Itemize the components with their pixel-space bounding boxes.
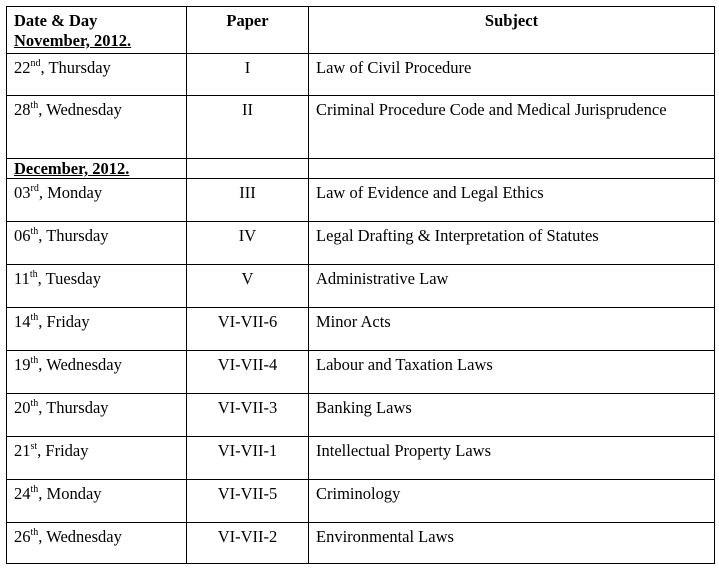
subject-cell: Banking Laws	[309, 394, 715, 437]
paper-cell: III	[187, 179, 309, 222]
paper-header: Paper	[187, 7, 309, 54]
month-label-november: November, 2012.	[14, 31, 132, 50]
date-cell: 11th, Tuesday	[7, 265, 187, 308]
date-cell: 03rd, Monday	[7, 179, 187, 222]
date-cell: 14th, Friday	[7, 308, 187, 351]
paper-cell: VI-VII-6	[187, 308, 309, 351]
subject-header: Subject	[309, 7, 715, 54]
paper-cell: V	[187, 265, 309, 308]
date-cell: 19th, Wednesday	[7, 351, 187, 394]
table-row	[7, 265, 715, 308]
header-row	[7, 7, 715, 54]
subject-cell: Environmental Laws	[309, 523, 715, 564]
date-cell: 26th, Wednesday	[7, 523, 187, 564]
paper-cell: I	[187, 54, 309, 96]
subject-cell: Law of Evidence and Legal Ethics	[309, 179, 715, 222]
date-cell: 20th, Thursday	[7, 394, 187, 437]
paper-cell: VI-VII-3	[187, 394, 309, 437]
exam-schedule-table	[6, 6, 715, 564]
empty-cell	[187, 159, 309, 179]
subject-cell: Legal Drafting & Interpretation of Statutes	[309, 222, 715, 265]
paper-cell: II	[187, 96, 309, 159]
paper-cell: IV	[187, 222, 309, 265]
table-row	[7, 523, 715, 564]
subject-cell: Intellectual Property Laws	[309, 437, 715, 480]
table-row	[7, 437, 715, 480]
table-row	[7, 179, 715, 222]
subject-cell: Law of Civil Procedure	[309, 54, 715, 96]
paper-cell: VI-VII-4	[187, 351, 309, 394]
table-row	[7, 351, 715, 394]
date-day-header	[7, 7, 187, 54]
subject-cell: Labour and Taxation Laws	[309, 351, 715, 394]
table-row	[7, 54, 715, 96]
date-cell: 24th, Monday	[7, 480, 187, 523]
date-cell: 28th, Wednesday	[7, 96, 187, 159]
subject-cell: Criminology	[309, 480, 715, 523]
month-row	[7, 159, 715, 179]
paper-cell: VI-VII-1	[187, 437, 309, 480]
table-row	[7, 394, 715, 437]
month-label-december: December, 2012.	[14, 159, 130, 178]
date-cell: 22nd, Thursday	[7, 54, 187, 96]
paper-cell: VI-VII-2	[187, 523, 309, 564]
date-cell: 21st, Friday	[7, 437, 187, 480]
date-day-header-label: Date & Day	[14, 11, 98, 30]
table-row	[7, 308, 715, 351]
subject-cell: Minor Acts	[309, 308, 715, 351]
table-row	[7, 222, 715, 265]
subject-cell: Criminal Procedure Code and Medical Jurisprudence	[309, 96, 715, 159]
paper-cell: VI-VII-5	[187, 480, 309, 523]
table-row	[7, 480, 715, 523]
table-row	[7, 96, 715, 159]
date-cell: 06th, Thursday	[7, 222, 187, 265]
empty-cell	[309, 159, 715, 179]
month-cell	[7, 159, 187, 179]
subject-cell: Administrative Law	[309, 265, 715, 308]
